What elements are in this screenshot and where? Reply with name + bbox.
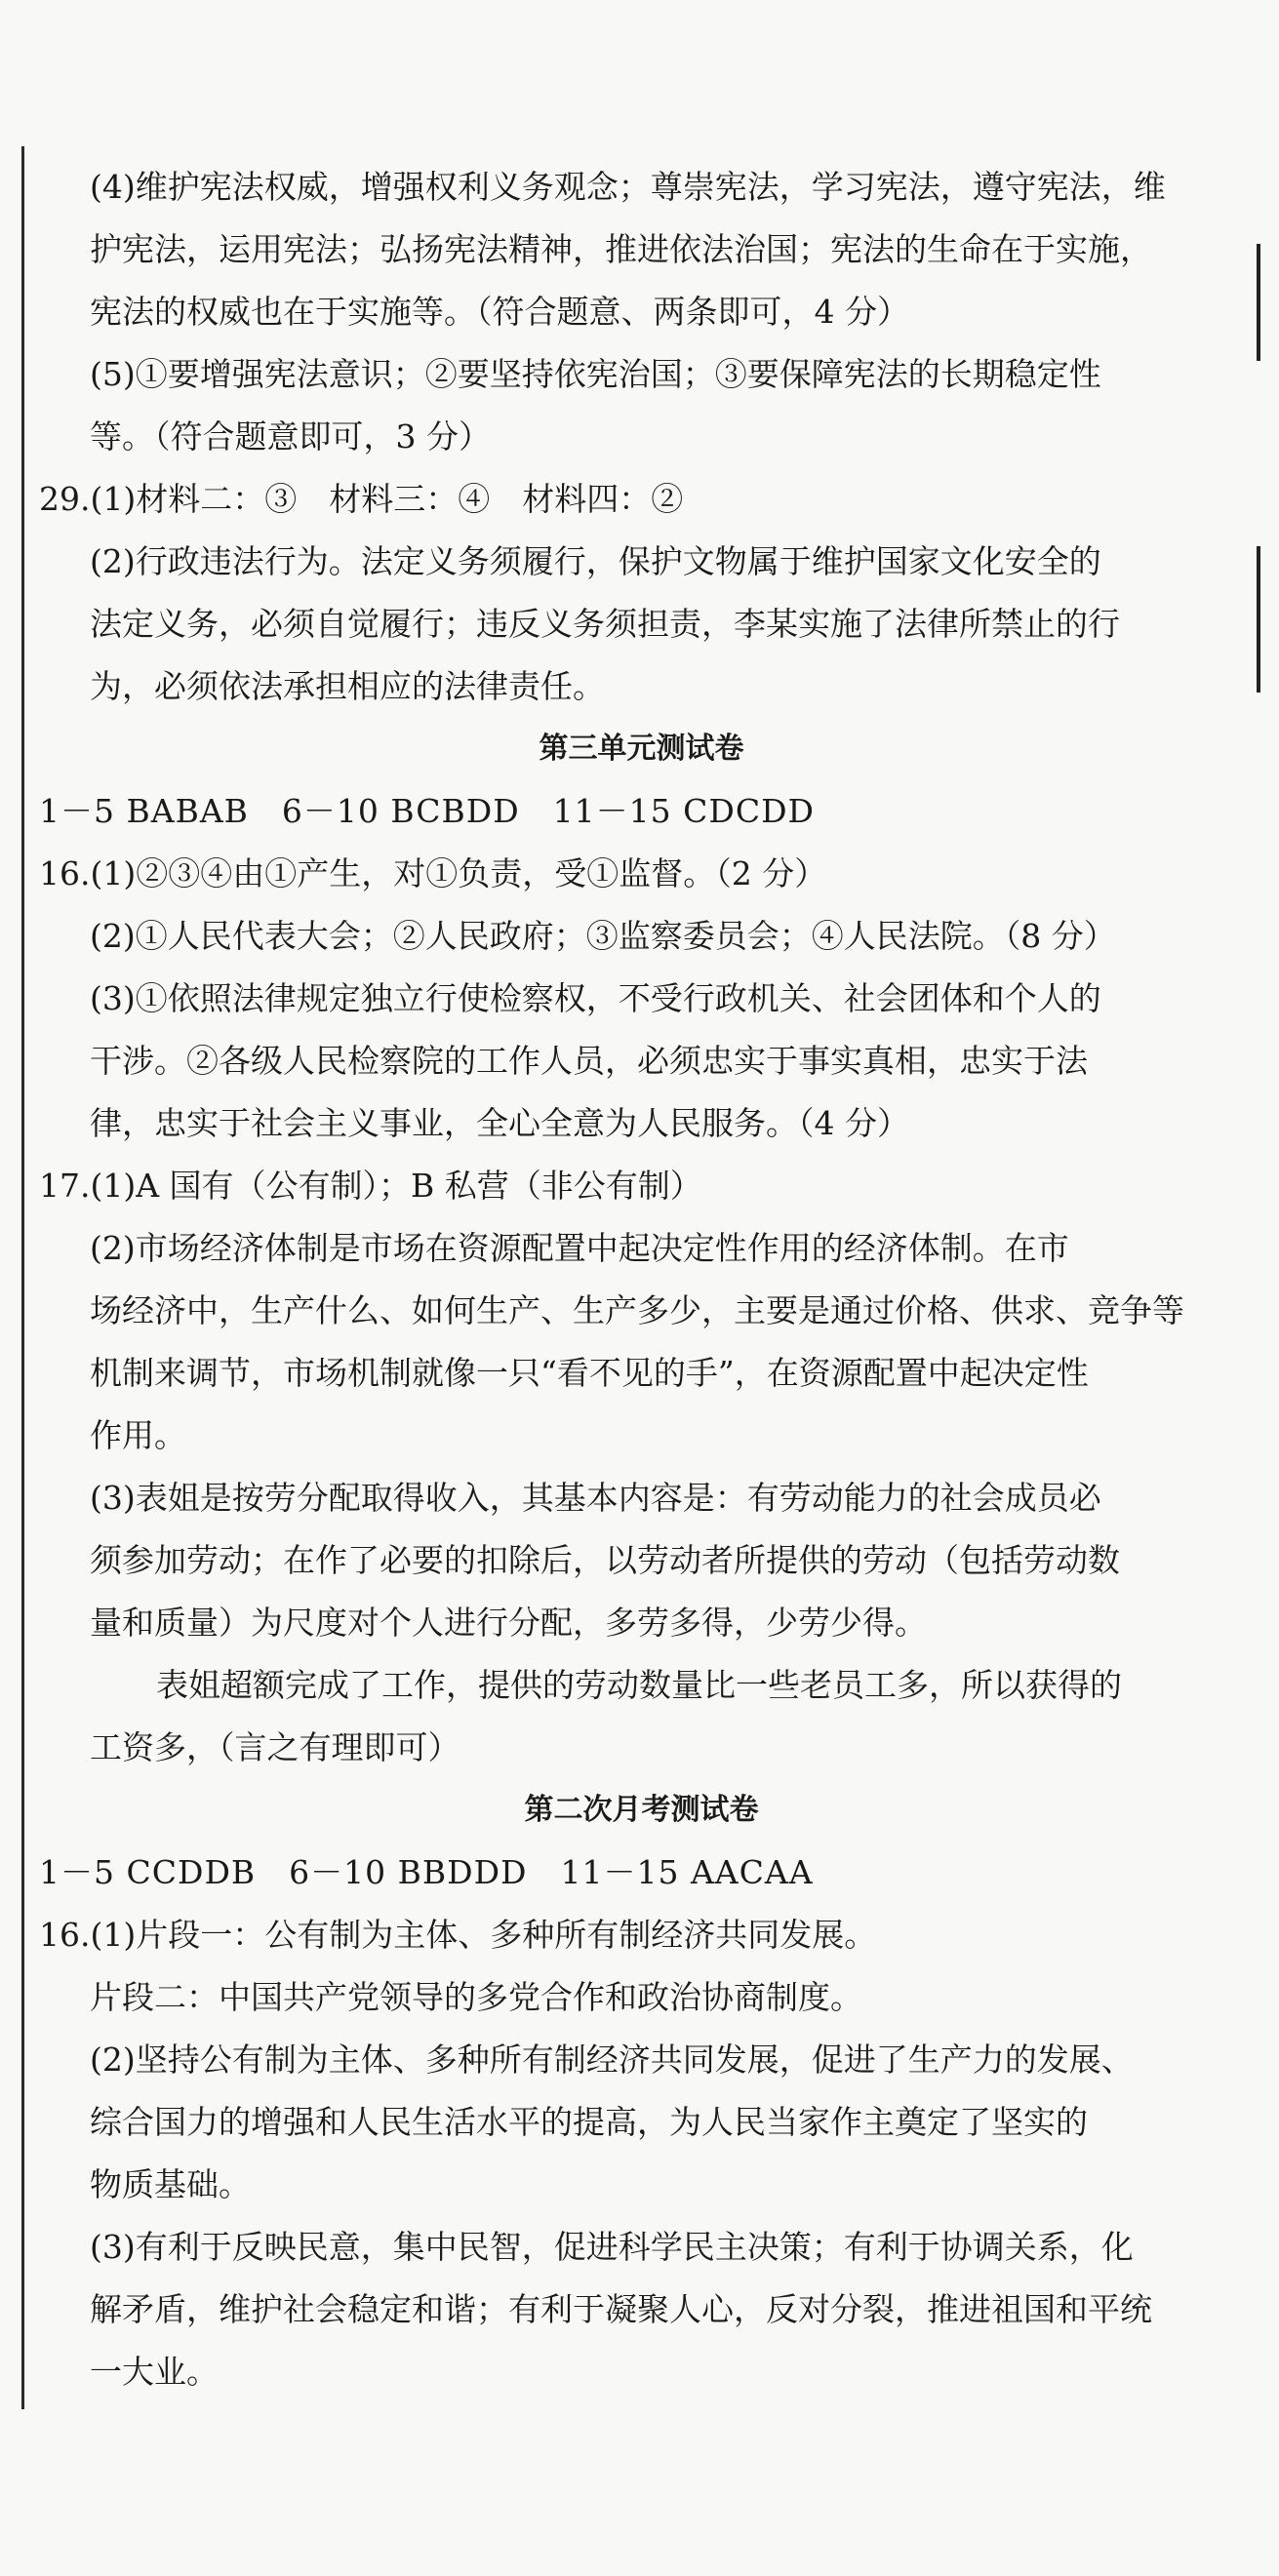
text-line: 须参加劳动；在作了必要的扣除后，以劳动者所提供的劳动（包括劳动数 bbox=[90, 1541, 1120, 1579]
text-line: 护宪法，运用宪法；弘扬宪法精神，推进依法治国；宪法的生命在于实施， bbox=[90, 230, 1152, 268]
text-line: 解矛盾，维护社会稳定和谐；有利于凝聚人心，反对分裂，推进祖国和平统 bbox=[90, 2290, 1152, 2328]
text-line: 量和质量）为尺度对个人进行分配，多劳多得，少劳少得。 bbox=[90, 1604, 927, 1642]
text-line: 1－5 CCDDB 6－10 BBDDD 11－15 AACAA bbox=[39, 1853, 814, 1891]
text-line: 法定义务，必须自觉履行；违反义务须担责，李某实施了法律所禁止的行 bbox=[90, 605, 1120, 643]
text-line: 律，忠实于社会主义事业，全心全意为人民服务。（4 分） bbox=[90, 1104, 909, 1142]
text-line: 等。（符合题意即可，3 分） bbox=[90, 417, 491, 456]
text-line: (2)市场经济体制是市场在资源配置中起决定性作用的经济体制。在市 bbox=[90, 1229, 1069, 1267]
scan-edge-mark bbox=[1257, 244, 1260, 361]
text-line: (2)①人民代表大会；②人民政府；③监察委员会；④人民法院。（8 分） bbox=[90, 917, 1116, 955]
text-line: (2)坚持公有制为主体、多种所有制经济共同发展，促进了生产力的发展、 bbox=[90, 2041, 1134, 2079]
text-line: 工资多，（言之有理即可） bbox=[90, 1728, 460, 1766]
text-line: 16.(1)②③④由①产生，对①负责，受①监督。（2 分） bbox=[39, 854, 827, 892]
section-heading: 第三单元测试卷 bbox=[539, 732, 744, 766]
text-line: (5)①要增强宪法意识；②要坚持依宪治国；③要保障宪法的长期稳定性 bbox=[90, 355, 1101, 393]
answer-page bbox=[39, 156, 1244, 2403]
text-line: (4)维护宪法权威，增强权利义务观念；尊崇宪法，学习宪法，遵守宪法，维 bbox=[90, 168, 1166, 206]
text-line: (3)表姐是按劳分配取得收入，其基本内容是：有劳动能力的社会成员必 bbox=[90, 1479, 1101, 1517]
left-margin-rule bbox=[21, 146, 24, 2409]
text-line: 29.(1)材料二：③ 材料三：④ 材料四：② bbox=[39, 480, 684, 518]
text-line: 16.(1)片段一：公有制为主体、多种所有制经济共同发展。 bbox=[39, 1916, 877, 1954]
text-line: 1－5 BABAB 6－10 BCBDD 11－15 CDCDD bbox=[39, 792, 815, 830]
text-line: (3)有利于反映民意，集中民智，促进科学民主决策；有利于协调关系，化 bbox=[90, 2228, 1134, 2266]
text-line: 表姐超额完成了工作，提供的劳动数量比一些老员工多，所以获得的 bbox=[156, 1666, 1122, 1704]
text-line: 片段二：中国共产党领导的多党合作和政治协商制度。 bbox=[90, 1978, 862, 2016]
text-line: 宪法的权威也在于实施等。（符合题意、两条即可，4 分） bbox=[90, 293, 909, 331]
text-line: (3)①依照法律规定独立行使检察权，不受行政机关、社会团体和个人的 bbox=[90, 979, 1101, 1017]
text-line: (2)行政违法行为。法定义务须履行，保护文物属于维护国家文化安全的 bbox=[90, 542, 1101, 580]
text-line: 物质基础。 bbox=[90, 2165, 251, 2203]
text-line: 场经济中，生产什么、如何生产、生产多少，主要是通过价格、供求、竞争等 bbox=[90, 1291, 1184, 1329]
text-line: 为，必须依法承担相应的法律责任。 bbox=[90, 667, 605, 705]
scan-edge-mark bbox=[1257, 546, 1260, 693]
text-line: 17.(1)A 国有（公有制）；B 私营（非公有制） bbox=[39, 1167, 702, 1205]
text-line: 综合国力的增强和人民生活水平的提高，为人民当家作主奠定了坚实的 bbox=[90, 2103, 1088, 2141]
text-line: 干涉。②各级人民检察院的工作人员，必须忠实于事实真相，忠实于法 bbox=[90, 1042, 1088, 1080]
text-line: 作用。 bbox=[90, 1416, 186, 1454]
text-line: 一大业。 bbox=[90, 2353, 219, 2391]
text-line: 机制来调节，市场机制就像一只“看不见的手”，在资源配置中起决定性 bbox=[90, 1354, 1089, 1392]
section-heading: 第二次月考测试卷 bbox=[524, 1793, 759, 1827]
